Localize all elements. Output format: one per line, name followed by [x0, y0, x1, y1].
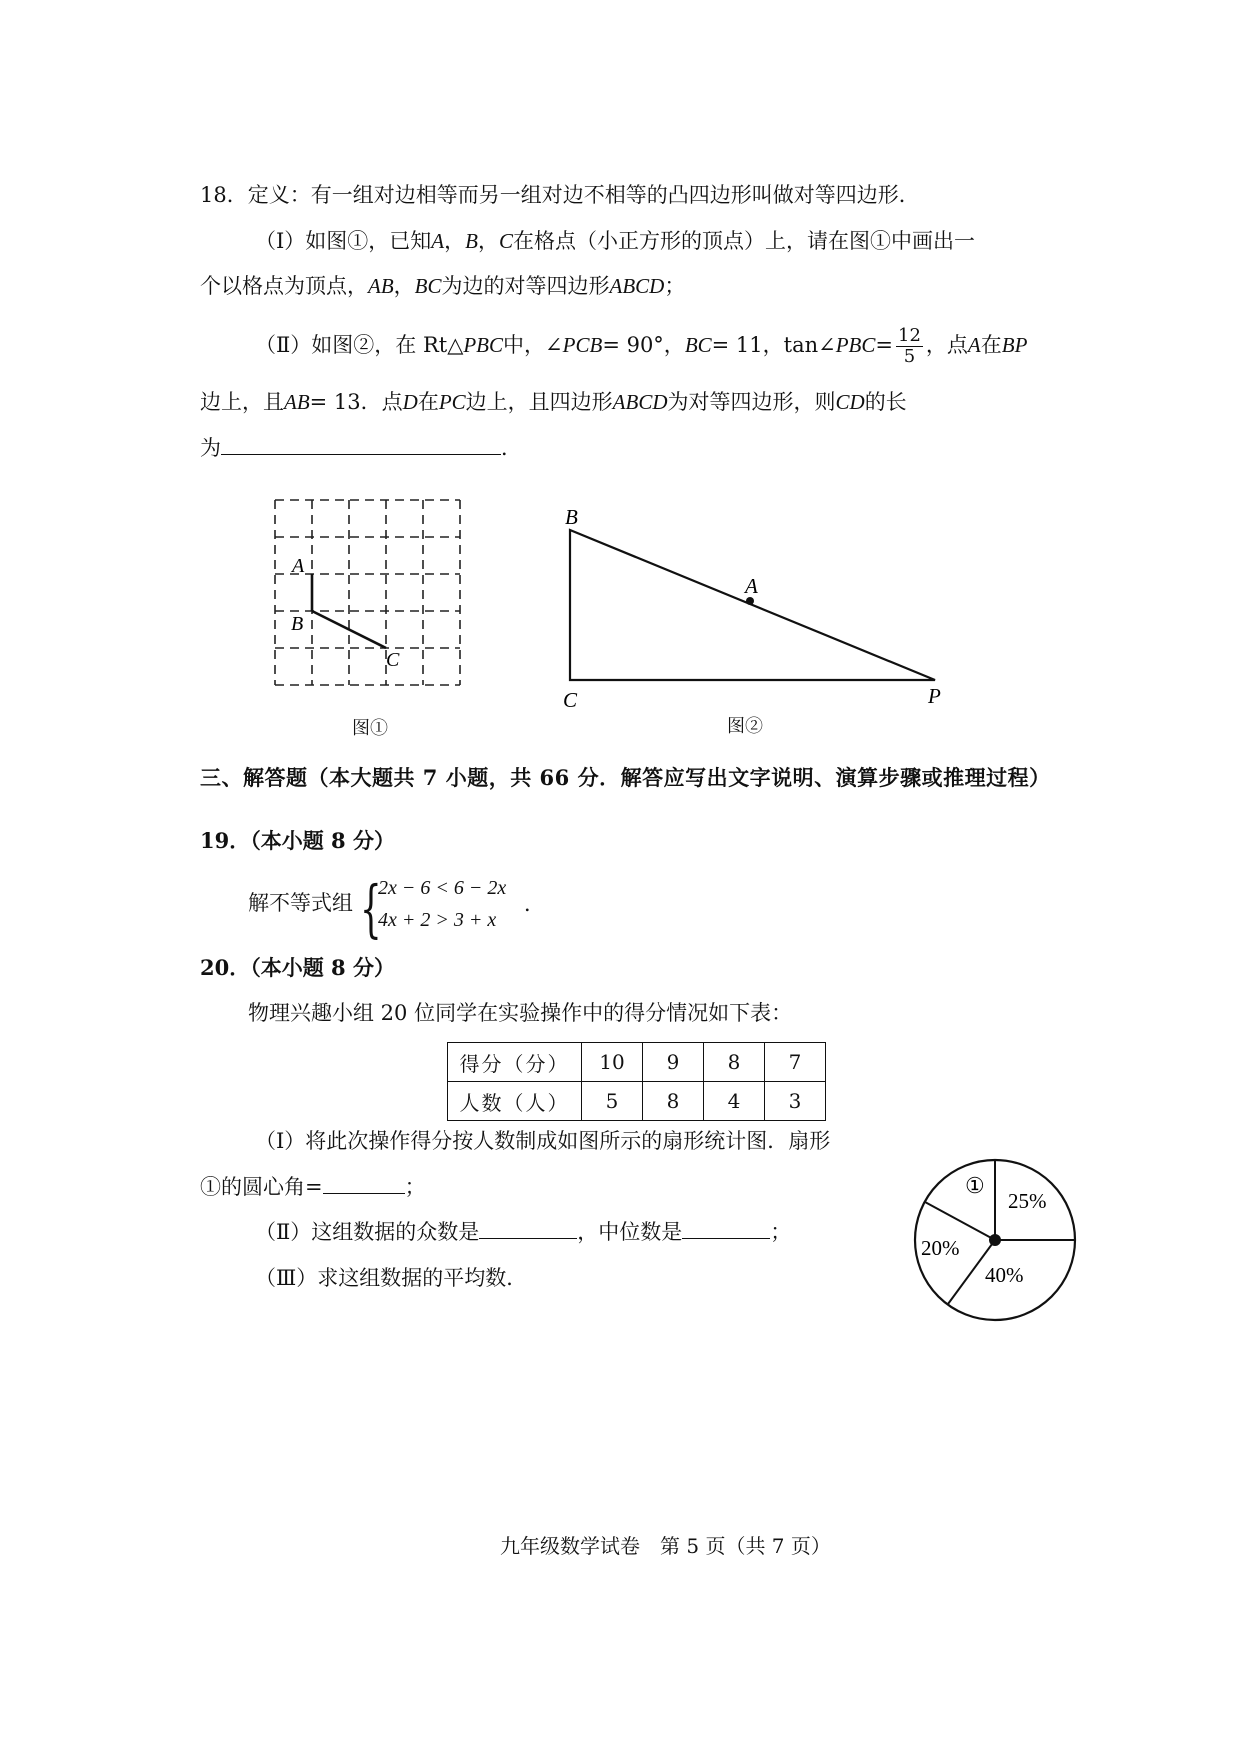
table-cell: 5 — [582, 1082, 643, 1121]
q19-inequality-2: 4x + 2 > 3 + x — [378, 909, 497, 931]
score-table — [447, 1042, 826, 1121]
fraction-12-5: $\frac{12}{5}$ — [898, 325, 921, 367]
q20-title: 20．（本小题 8 分） — [200, 955, 395, 980]
q20-part1-line1: （Ⅰ）将此次操作得分按人数制成如图所示的扇形统计图．扇形 — [255, 1129, 831, 1153]
figure-1-caption: 图① — [352, 718, 388, 739]
table-cell: 8 — [643, 1082, 704, 1121]
table-cell: 9 — [643, 1043, 704, 1082]
table-cell: 10 — [582, 1043, 643, 1082]
answer-blank-mode[interactable] — [479, 1216, 577, 1239]
q19-end: ． — [524, 892, 545, 916]
q19-inequality-1: 2x − 6 < 6 − 2x — [378, 877, 507, 899]
figure-1-grid — [265, 490, 475, 725]
dashed-grid — [275, 500, 460, 685]
q18-stem: 18．定义：有一组对边相等而另一组对边不相等的凸四边形叫做对等四边形． — [200, 183, 920, 207]
q19-title: 19．（本小题 8 分） — [200, 828, 395, 853]
page-footer: 九年级数学试卷 第 5 页（共 7 页） — [500, 1534, 831, 1558]
fig2-label-b: B — [565, 505, 578, 529]
q18-part2-line3: 为 ． — [200, 432, 522, 463]
fig2-label-c: C — [563, 688, 578, 712]
answer-blank-cd[interactable] — [221, 432, 501, 455]
pie-chart — [905, 1150, 1085, 1330]
pie-label-25: 25% — [1008, 1189, 1047, 1213]
fig1-label-c: C — [386, 649, 400, 671]
q18-part2-line2: 边上，且AB= 13．点D在PC边上，且四边形ABCD为对等四边形，则CD的长 — [200, 390, 907, 414]
table-row-score — [448, 1043, 826, 1082]
table-header-count: 人数（人） — [448, 1082, 582, 1121]
figure-2-triangle — [555, 500, 975, 720]
q19-prompt: 解不等式组 — [248, 891, 353, 915]
q18-part1-line1: （Ⅰ）如图①，已知A，B，C在格点（小正方形的顶点）上，请在图①中画出一 — [255, 229, 975, 253]
point-a — [746, 597, 754, 605]
q18-part1-line2: 个以格点为顶点，AB，BC为边的对等四边形ABCD； — [200, 274, 686, 298]
q20-part3: （Ⅲ）求这组数据的平均数． — [255, 1266, 528, 1290]
answer-blank-median[interactable] — [682, 1216, 770, 1239]
answer-blank-angle[interactable] — [323, 1171, 405, 1194]
q20-part1-line2: ①的圆心角= ； — [200, 1171, 426, 1202]
table-cell: 7 — [765, 1043, 826, 1082]
q20-intro: 物理兴趣小组 20 位同学在实验操作中的得分情况如下表： — [248, 1001, 793, 1025]
fig2-label-a: A — [745, 574, 758, 598]
table-row-count — [448, 1082, 826, 1121]
pie-divider-1 — [925, 1202, 995, 1240]
q20-part2: （Ⅱ）这组数据的众数是 ，中位数是 ； — [255, 1216, 791, 1247]
q18-part2-line1: （Ⅱ）如图②，在 Rt△PBC中，∠PCB= 90°，BC= 11，tan∠PBC= $\frac{12}{5}$ ，点A在BP — [255, 325, 1028, 367]
table-cell: 4 — [704, 1082, 765, 1121]
table-header-score: 得分（分） — [448, 1043, 582, 1082]
fig1-label-a: A — [292, 555, 305, 577]
pie-center — [989, 1234, 1001, 1246]
figure-2-caption: 图② — [727, 716, 763, 737]
fig1-label-b: B — [291, 613, 304, 635]
pie-label-40: 40% — [985, 1263, 1024, 1287]
fig2-label-p: P — [928, 684, 941, 708]
inequality-brace: { — [360, 872, 382, 945]
table-cell: 8 — [704, 1043, 765, 1082]
pie-label-sector-1: ① — [965, 1173, 985, 1198]
section-3-heading: 三、解答题（本大题共 7 小题，共 66 分．解答应写出文字说明、演算步骤或推理过程） — [200, 765, 1051, 790]
triangle-pbc — [570, 530, 935, 680]
pie-label-20: 20% — [921, 1236, 960, 1260]
table-cell: 3 — [765, 1082, 826, 1121]
